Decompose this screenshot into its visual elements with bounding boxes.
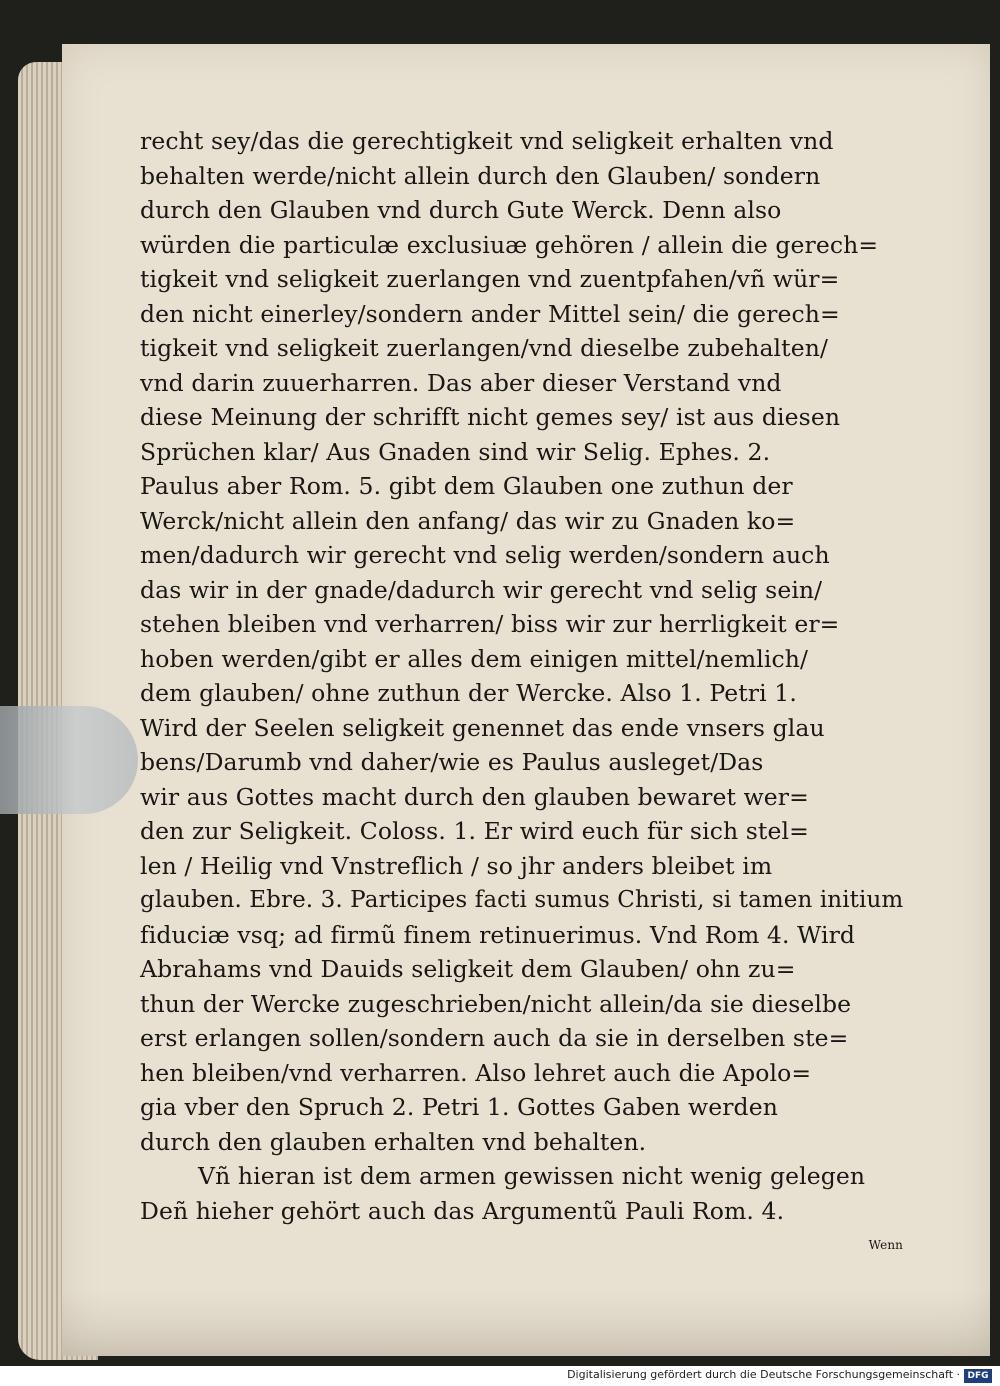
text-line: glauben. Ebre. 3. Participes facti sumus Christi, si tamen initium	[140, 887, 904, 913]
funding-credit: Digitalisierung gefördert durch die Deutsche Forschungsgemeinschaft ·	[567, 1368, 960, 1381]
text-line: das wir in der gnade/dadurch wir gerecht vnd selig sein/	[140, 575, 823, 604]
text-line: Wird der Seelen seligkeit genennet das ende vnsers glau	[140, 713, 825, 742]
dfg-logo: DFG	[964, 1369, 992, 1383]
text-line: durch den Glauben vnd durch Gute Werck. Denn also	[140, 196, 782, 224]
text-line: dem glauben/ ohne zuthun der Wercke. Also 1. Petri 1.	[140, 679, 797, 707]
text-line: fiduciæ vsq; ad firmũ finem retinuerimus. Vnd Rom 4. Wird	[140, 920, 856, 949]
text-line: Paulus aber Rom. 5. gibt dem Glauben one zuthun der	[140, 472, 793, 500]
text-line: Werck/nicht allein den anfang/ das wir zu Gnaden ko=	[140, 506, 796, 535]
text-line: men/dadurch wir gerecht vnd selig werden/sondern auch	[140, 541, 830, 569]
text-line: thun der Wercke zugeschrieben/nicht allein/da sie dieselbe	[140, 989, 852, 1018]
text-line: Sprüchen klar/ Aus Gnaden sind wir Selig. Ephes. 2.	[140, 437, 771, 466]
text-line: wir aus Gottes macht durch den glauben bewaret wer=	[140, 782, 809, 811]
page-text	[140, 124, 915, 1263]
text-line: durch den glauben erhalten vnd behalten.	[140, 1127, 647, 1156]
paragraph-line: Deñ hieher gehört auch das Argumentũ Pauli Rom. 4.	[140, 1196, 785, 1225]
text-line: behalten werde/nicht allein durch den Glauben/ sondern	[140, 161, 821, 190]
text-line: erst erlangen sollen/sondern auch da sie in derselben ste=	[140, 1024, 849, 1052]
text-line: diese Meinung der schrifft nicht gemes sey/ ist aus diesen	[140, 403, 841, 431]
text-line: den nicht einerley/sondern ander Mittel sein/ die gerech=	[140, 299, 840, 328]
text-line: bens/Darumb vnd daher/wie es Paulus ausleget/Das	[140, 748, 764, 776]
text-line: tigkeit vnd seligkeit zuerlangen/vnd dieselbe zubehalten/	[140, 334, 828, 362]
page-shadow	[62, 1290, 990, 1356]
text-line: hen bleiben/vnd verharren. Also lehret auch die Apolo=	[140, 1058, 812, 1087]
paragraph-line: Vñ hieran ist dem armen gewissen nicht wenig gelegen	[198, 1162, 866, 1190]
text-line: stehen bleiben vnd verharren/ biss wir zur herrligkeit er=	[140, 610, 840, 638]
text-line: würden die particulæ exclusiuæ gehören / allein die gerech=	[140, 230, 879, 259]
text-line: den zur Seligkeit. Coloss. 1. Er wird euch für sich stel=	[140, 817, 809, 845]
text-line: recht sey/das die gerechtigkeit vnd seligkeit erhalten vnd	[140, 127, 834, 155]
footer-bar	[0, 1366, 1000, 1386]
text-line: tigkeit vnd seligkeit zuerlangen vnd zuentpfahen/vñ wür=	[140, 265, 840, 293]
text-line: hoben werden/gibt er alles dem einigen mittel/nemlich/	[140, 644, 809, 673]
text-line: gia vber den Spruch 2. Petri 1. Gottes Gaben werden	[140, 1093, 778, 1121]
text-line: len / Heilig vnd Vnstreflich / so jhr anders bleibet im	[140, 851, 773, 880]
catchword: Wenn	[868, 1238, 903, 1252]
text-line: Abrahams vnd Dauids seligkeit dem Glauben/ ohn zu=	[140, 955, 796, 983]
page-clip	[0, 706, 138, 814]
text-line: vnd darin zuuerharren. Das aber dieser Verstand vnd	[140, 368, 782, 397]
